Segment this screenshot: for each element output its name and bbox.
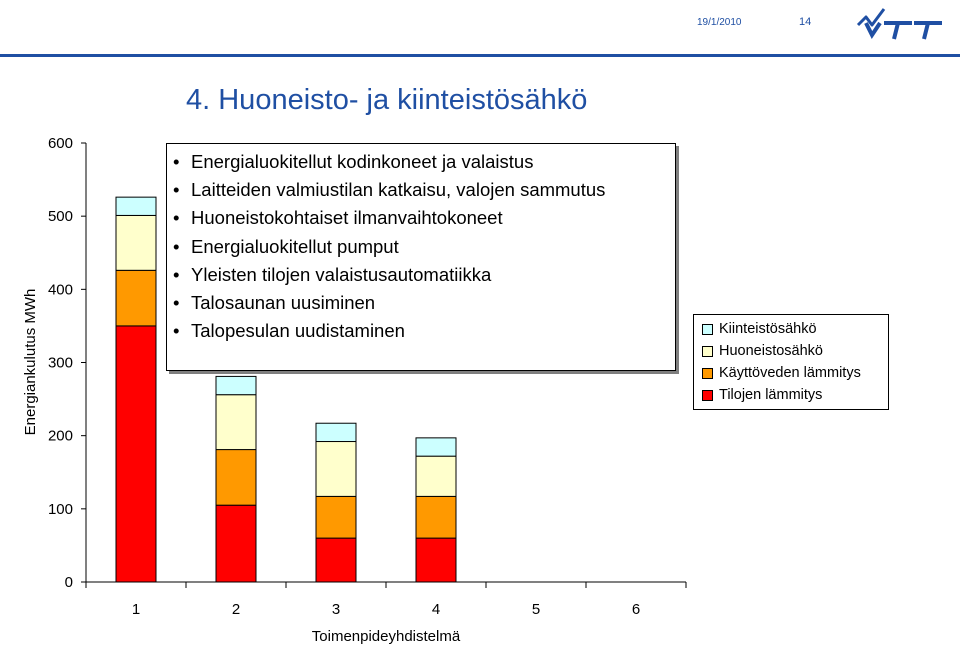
measures-callout <box>166 143 676 371</box>
measure-item: • Talopesulan uudistaminen <box>191 317 675 345</box>
legend-label: Kiinteistösähkö <box>719 321 817 337</box>
bar-segment <box>416 496 456 538</box>
y-tick-label: 400 <box>47 281 73 299</box>
bar-segment <box>216 450 256 506</box>
bar-segment <box>416 538 456 582</box>
bar-segment <box>416 438 456 456</box>
header-date: 19/1/2010 <box>697 17 742 28</box>
bar-segment <box>216 376 256 394</box>
y-tick-label: 500 <box>47 208 73 226</box>
legend-swatch <box>702 346 713 357</box>
bar-segment <box>116 326 156 582</box>
x-tick-label: 1 <box>131 601 141 618</box>
bar-segment <box>116 197 156 215</box>
bar-segment <box>116 270 156 326</box>
legend-item <box>702 340 888 362</box>
legend-label: Huoneistosähkö <box>719 343 823 359</box>
legend-label: Tilojen lämmitys <box>719 387 823 403</box>
legend-swatch <box>702 324 713 335</box>
measure-item: • Yleisten tilojen valaistusautomatiikka <box>191 261 675 289</box>
measure-item: • Laitteiden valmiustilan katkaisu, valojen sammutus <box>191 176 675 204</box>
bar-segment <box>316 538 356 582</box>
x-tick-label: 4 <box>431 601 441 618</box>
y-tick-label: 0 <box>64 574 73 591</box>
measure-item: • Energialuokitellut pumput <box>191 233 675 261</box>
chart-legend <box>693 314 889 410</box>
measures-list <box>167 144 675 345</box>
measure-item: • Energialuokitellut kodinkoneet ja valaistus <box>191 148 675 176</box>
y-axis-label: Energiankulutus MWh <box>22 288 39 436</box>
slide-title: 4. Huoneisto- ja kiinteistösähkö <box>186 84 588 116</box>
x-axis-label: Toimenpideyhdistelmä <box>311 628 461 645</box>
x-tick-label: 3 <box>331 601 341 618</box>
x-tick-label: 2 <box>231 601 241 618</box>
legend-swatch <box>702 368 713 379</box>
legend-label: Käyttöveden lämmitys <box>719 365 861 381</box>
bar-segment <box>216 505 256 582</box>
x-tick-label: 6 <box>631 601 641 618</box>
legend-item <box>702 318 888 340</box>
legend-item <box>702 362 888 384</box>
page-number: 14 <box>799 16 812 28</box>
bar-segment <box>316 442 356 497</box>
bar-segment <box>316 496 356 538</box>
y-tick-label: 200 <box>47 427 73 445</box>
bar-segment <box>216 395 256 450</box>
legend-swatch <box>702 390 713 401</box>
measure-item: • Huoneistokohtaiset ilmanvaihtokoneet <box>191 204 675 232</box>
x-tick-label: 5 <box>531 601 541 618</box>
vtt-logo-text: VTT <box>864 48 866 49</box>
bar-segment <box>116 215 156 270</box>
y-tick-label: 600 <box>47 135 73 152</box>
bar-segment <box>416 456 456 496</box>
y-tick-label: 300 <box>47 354 73 372</box>
legend-item <box>702 384 888 406</box>
y-tick-label: 100 <box>47 500 73 518</box>
bar-segment <box>316 423 356 441</box>
measure-item: • Talosaunan uusiminen <box>191 289 675 317</box>
